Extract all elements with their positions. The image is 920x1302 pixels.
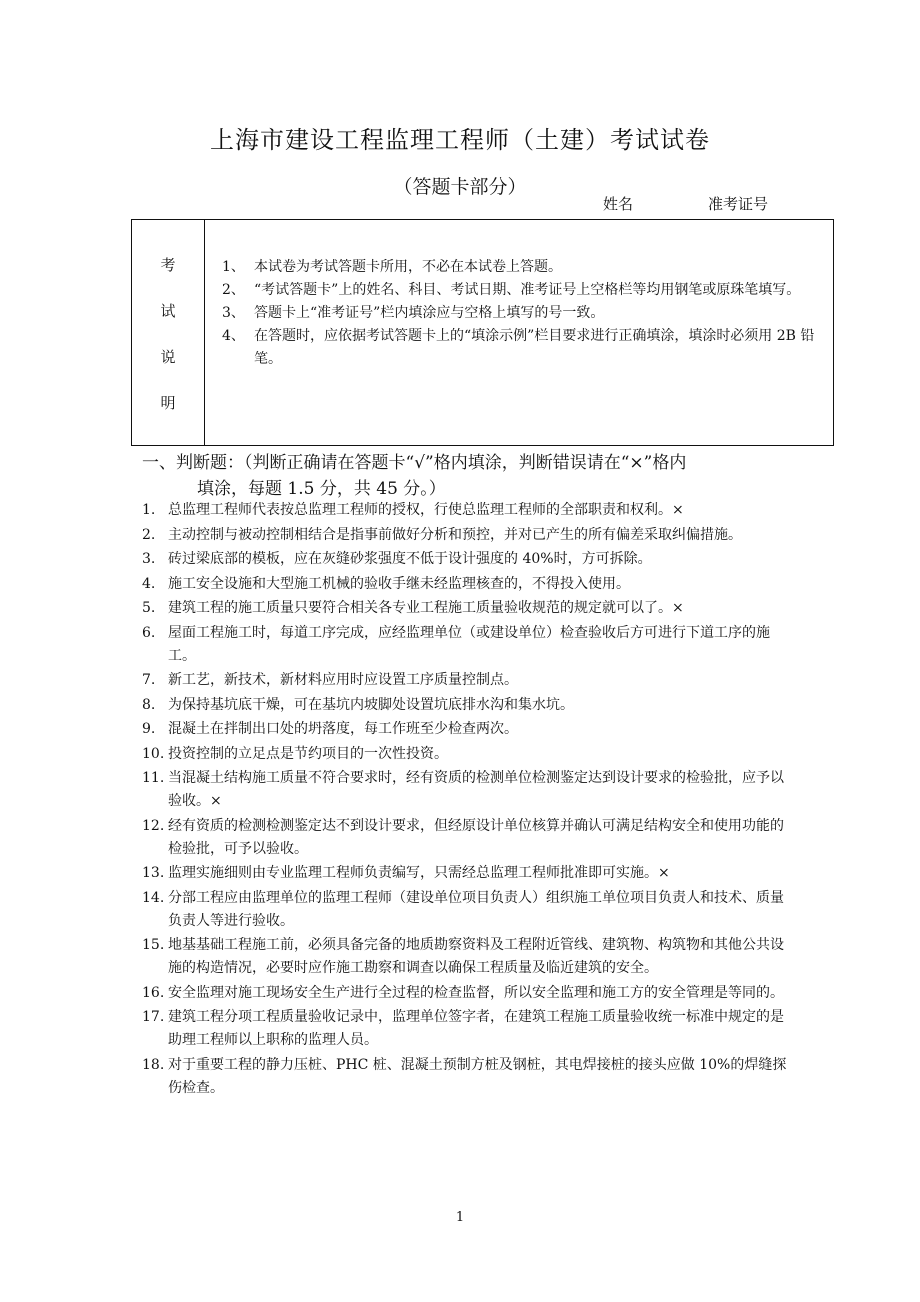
question-item xyxy=(142,767,792,813)
notice-header-char: 考 xyxy=(160,256,176,274)
question-item xyxy=(142,815,792,861)
question-item xyxy=(142,597,792,620)
question-text: 投资控制的立足点是节约项目的一次性投资。 xyxy=(168,745,448,762)
question-text: 主动控制与被动控制相结合是指事前做好分析和预控，并对已产生的所有偏差采取纠偏措施。 xyxy=(168,526,742,543)
notice-list xyxy=(222,256,822,371)
question-number: 11. xyxy=(142,770,165,786)
notice-item-number: 2、 xyxy=(222,282,245,298)
question-number: 6. xyxy=(142,624,156,641)
question-text: 对于重要工程的静力压桩、PHC 桩、混凝土预制方桩及钢桩，其电焊接桩的接头应做 10%的焊缝探伤检查。 xyxy=(168,1056,787,1096)
section-heading-line: 填涂，每题 1.5 分，共 45 分。） xyxy=(197,479,446,499)
question-number: 9. xyxy=(142,721,156,737)
question-item xyxy=(142,669,792,692)
question-number: 13. xyxy=(142,865,165,881)
question-text: 经有资质的检测检测鉴定达不到设计要求，但经原设计单位核算并确认可满足结构安全和使用功能的检验批，可予以验收。 xyxy=(168,817,784,857)
question-text: 分部工程应由监理单位的监理工程师（建设单位项目负责人）组织施工单位项目负责人和技术、质量负责人等进行验收。 xyxy=(168,889,784,929)
question-item xyxy=(142,548,792,571)
question-text: 新工艺，新技术，新材料应用时应设置工序质量控制点。 xyxy=(168,672,518,688)
exam-id-label: 准考证号 xyxy=(708,195,769,213)
name-label: 姓名 xyxy=(603,195,634,213)
notice-item xyxy=(222,279,822,302)
notice-item-text: 答题卡上“准考证号”栏内填涂应与空格上填写的号一致。 xyxy=(254,305,605,321)
notice-item-text: 本试卷为考试答题卡所用，不必在本试卷上答题。 xyxy=(254,259,562,275)
question-item xyxy=(142,622,792,668)
notice-header-char: 明 xyxy=(160,394,176,412)
question-number: 4. xyxy=(142,575,156,592)
question-item xyxy=(142,718,792,741)
question-item xyxy=(142,694,792,717)
question-item xyxy=(142,1006,792,1052)
section-heading-line: 一、判断题：（判断正确请在答题卡“√”格内填涂，判断错误请在“×”格内 xyxy=(142,453,687,473)
question-text: 混凝土在拌制出口处的坍落度，每工作班至少检查两次。 xyxy=(168,721,518,737)
notice-header-char: 说 xyxy=(160,348,176,366)
question-number: 14. xyxy=(142,889,165,906)
question-text: 为保持基坑底干燥，可在基坑内坡脚处设置坑底排水沟和集水坑。 xyxy=(168,696,574,713)
question-item xyxy=(142,1054,792,1100)
section-heading xyxy=(142,450,792,502)
exam-subtitle: （答题卡部分） xyxy=(393,176,527,198)
notice-item-text: 在答题时，应依据考试答题卡上的“填涂示例”栏目要求进行正确填涂，填涂时必须用 2B 铅笔。 xyxy=(254,328,815,367)
notice-item-number: 4、 xyxy=(222,328,245,344)
question-number: 8. xyxy=(142,696,156,713)
question-text: 地基基础工程施工前，必须具备完备的地质勘察资料及工程附近管线、建筑物、构筑物和其他公共设施的构造情况，必要时应作施工勘察和调查以确保工程质量及临近建筑的安全。 xyxy=(168,937,784,976)
question-item xyxy=(142,743,792,766)
question-item xyxy=(142,862,792,885)
question-item xyxy=(142,982,792,1005)
question-text: 监理实施细则由专业监理工程师负责编写，只需经总监理工程师批准即可实施。× xyxy=(168,865,670,881)
notice-box xyxy=(131,219,834,446)
question-number: 17. xyxy=(142,1009,165,1025)
notice-header xyxy=(132,220,205,445)
question-text: 施工安全设施和大型施工机械的验收手继未经监理核查的，不得投入使用。 xyxy=(168,575,630,592)
exam-title: 上海市建设工程监理工程师（土建）考试试卷 xyxy=(210,126,710,154)
question-item xyxy=(142,573,792,596)
question-item xyxy=(142,524,792,547)
question-number: 12. xyxy=(142,817,165,834)
question-text: 砖过梁底部的模板，应在灰缝砂浆强度不低于设计强度的 40%时，方可拆除。 xyxy=(168,551,652,567)
question-number: 2. xyxy=(142,526,156,543)
question-number: 18. xyxy=(142,1056,165,1073)
question-list xyxy=(142,499,792,1101)
page-number: 1 xyxy=(455,1210,465,1225)
notice-item-number: 3、 xyxy=(222,305,245,321)
question-text: 建筑工程分项工程质量验收记录中，监理单位签字者，在建筑工程施工质量验收统一标准中规定的是助理工程师以上职称的监理人员。 xyxy=(168,1009,784,1048)
notice-header-char: 试 xyxy=(160,302,176,320)
question-text: 安全监理对施工现场安全生产进行全过程的检查监督，所以安全监理和施工方的安全管理是等同的。 xyxy=(168,984,784,1001)
notice-item-number: 1、 xyxy=(222,259,245,275)
question-text: 屋面工程施工时，每道工序完成，应经监理单位（或建设单位）检查验收后方可进行下道工序的施工。 xyxy=(168,624,770,664)
question-number: 1. xyxy=(142,502,156,518)
question-number: 3. xyxy=(142,551,156,567)
question-text: 当混凝土结构施工质量不符合要求时，经有资质的检测单位检测鉴定达到设计要求的检验批，应予以验收。× xyxy=(168,770,784,809)
question-number: 15. xyxy=(142,937,165,953)
question-number: 16. xyxy=(142,984,165,1001)
question-text: 总监理工程师代表按总监理工程师的授权，行使总监理工程师的全部职责和权利。× xyxy=(168,502,684,518)
question-item xyxy=(142,499,792,522)
notice-item xyxy=(222,302,822,325)
question-item xyxy=(142,887,792,933)
question-number: 5. xyxy=(142,600,156,616)
question-number: 7. xyxy=(142,672,156,688)
question-number: 10. xyxy=(142,745,165,762)
notice-item-text: “考试答题卡”上的姓名、科目、考试日期、准考证号上空格栏等均用钢笔或原珠笔填写。 xyxy=(254,282,801,298)
question-text: 建筑工程的施工质量只要符合相关各专业工程施工质量验收规范的规定就可以了。× xyxy=(168,600,684,616)
question-item xyxy=(142,934,792,980)
notice-item xyxy=(222,256,822,279)
notice-item xyxy=(222,325,822,371)
